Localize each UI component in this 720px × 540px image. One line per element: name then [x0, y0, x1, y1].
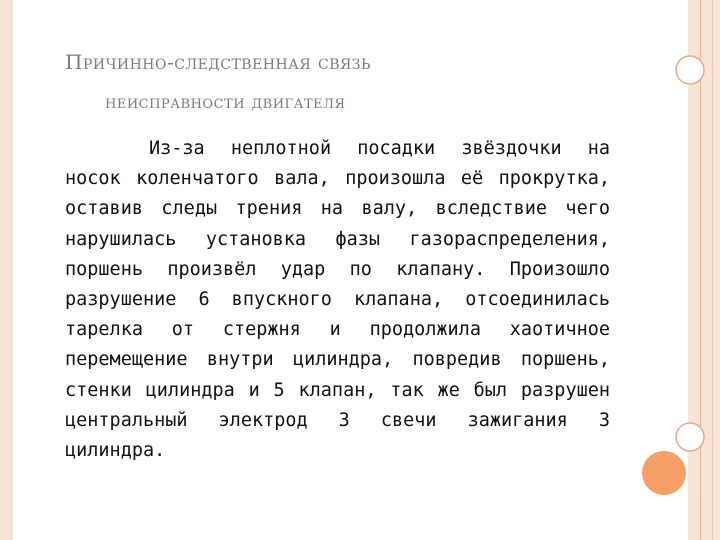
slide-title-line-2: неисправности двигателя — [105, 91, 346, 113]
frame-right-border — [688, 0, 720, 540]
slide-title — [65, 42, 665, 122]
frame-right-line — [700, 0, 701, 540]
frame-left-border — [0, 0, 13, 540]
slide-title-line-1: Причинно-следственная связь — [65, 50, 371, 74]
frame-right-line-inner — [712, 0, 713, 540]
slide-body-paragraph: Из-за неплотной посадки звёздочки на носок коленчатого вала, произошла её прокрутка, оставив следы трения на валу, вследствие чего нарушилась установка фазы газораспределения, поршень произвёл удар по клапану. Произошло разрушение 6 впускного клапана, отсоединилась тарелка от стержня и продолжила хаотичное перемещение внутри цилиндра, повредив поршень, стенки цилиндра и 5 клапан, так же был разрушен центральный электрод 3 свечи зажигания 3 цилиндра. — [65, 138, 610, 462]
